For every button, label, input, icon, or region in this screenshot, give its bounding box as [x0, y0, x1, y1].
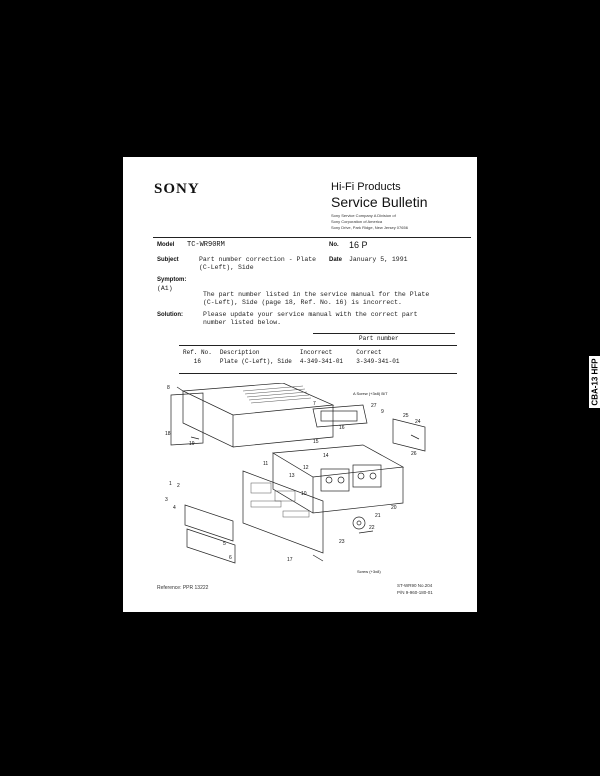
cell-incorrect: 4-349-341-01: [299, 358, 344, 365]
table-header-row: [179, 348, 403, 357]
svg-text:24: 24: [415, 419, 421, 425]
col-description: Description: [219, 349, 260, 356]
col-incorrect: Incorrect: [299, 349, 333, 356]
side-tab-label: CBA-13 HFP: [590, 358, 600, 406]
symptom-label: Symptom:: [157, 277, 187, 283]
svg-text:4: 4: [173, 505, 176, 511]
symptom-line-1: The part number listed in the service manual for the Plate: [203, 291, 430, 298]
date-value: January 5, 1991: [349, 256, 408, 263]
table-header-rule: [179, 345, 457, 346]
svg-text:23: 23: [339, 539, 345, 545]
table-top-rule: [313, 333, 455, 334]
svg-text:A Screw (+3x8) B/T: A Screw (+3x8) B/T: [353, 391, 388, 396]
cell-ref: 16: [193, 358, 201, 365]
svg-text:1: 1: [169, 481, 172, 487]
solution-line-2: number listed below.: [203, 319, 282, 326]
exploded-view-diagram: [163, 383, 433, 579]
svg-text:5: 5: [223, 541, 226, 547]
bulletin-title: Service Bulletin: [331, 194, 428, 210]
svg-text:27: 27: [371, 403, 377, 409]
cell-description: Plate (C-Left), Side: [219, 358, 292, 365]
svg-text:14: 14: [323, 453, 329, 459]
svg-text:13: 13: [289, 473, 295, 479]
table-row: [179, 357, 403, 366]
svg-text:Screw (+3x8): Screw (+3x8): [357, 569, 381, 574]
svg-text:16: 16: [339, 425, 345, 431]
footer-reference: Reference: PPR 13222: [157, 585, 209, 591]
svg-text:20: 20: [391, 505, 397, 511]
svg-text:2: 2: [177, 483, 180, 489]
svg-text:3: 3: [165, 497, 168, 503]
svg-text:9: 9: [381, 409, 384, 415]
solution-line-1: Please update your service manual with the correct part: [203, 311, 418, 318]
number-label: No.: [329, 242, 339, 248]
header-rule: [153, 237, 471, 238]
side-tab-cba-hfp: [589, 356, 600, 408]
bulletin-page: [123, 157, 477, 612]
subject-line-2: (C-Left), Side: [199, 264, 254, 271]
svg-text:10: 10: [301, 491, 307, 497]
model-value: TC-WR90RM: [187, 241, 225, 249]
subject-line-1: Part number correction - Plate: [199, 256, 317, 263]
table-bottom-rule: [179, 373, 457, 374]
subject-label: Subject: [157, 257, 179, 263]
svg-text:8: 8: [167, 385, 170, 391]
parts-table: [179, 348, 403, 366]
part-number-header: Part number: [359, 335, 399, 342]
cell-correct: 3-349-341-01: [356, 358, 400, 365]
footer-part-number: P/N 9-960-180-01: [397, 590, 433, 595]
address-line-3: Sony Drive, Park Ridge, New Jersey 07656: [331, 225, 408, 230]
symptom-ref: (A1): [157, 285, 173, 292]
footer-model-number: ST-WR90 No.204: [397, 583, 433, 588]
col-correct: Correct: [356, 349, 382, 356]
symptom-line-2: (C-Left), Side (page 18, Ref. No. 16) is incorrect.: [203, 299, 402, 306]
model-label: Model: [157, 242, 175, 248]
sony-logo: SONY: [154, 181, 200, 197]
svg-text:19: 19: [189, 441, 195, 447]
svg-text:6: 6: [229, 555, 232, 561]
svg-text:12: 12: [303, 465, 309, 471]
svg-text:7: 7: [313, 401, 316, 407]
date-label: Date: [329, 257, 343, 263]
col-ref-no: Ref. No.: [183, 349, 212, 356]
svg-text:21: 21: [375, 513, 381, 519]
solution-label: Solution:: [157, 312, 183, 318]
number-value: 16 P: [349, 240, 368, 250]
svg-text:15: 15: [313, 439, 319, 445]
svg-text:26: 26: [411, 451, 417, 457]
address-line-2: Sony Corporation of America: [331, 219, 383, 224]
svg-text:22: 22: [369, 525, 375, 531]
svg-text:25: 25: [403, 413, 409, 419]
svg-text:11: 11: [263, 461, 269, 467]
svg-text:18: 18: [165, 431, 171, 437]
bulletin-category: Hi-Fi Products: [331, 181, 401, 193]
address-line-1: Sony Service Company A Division of: [331, 213, 396, 218]
svg-text:17: 17: [287, 557, 293, 563]
